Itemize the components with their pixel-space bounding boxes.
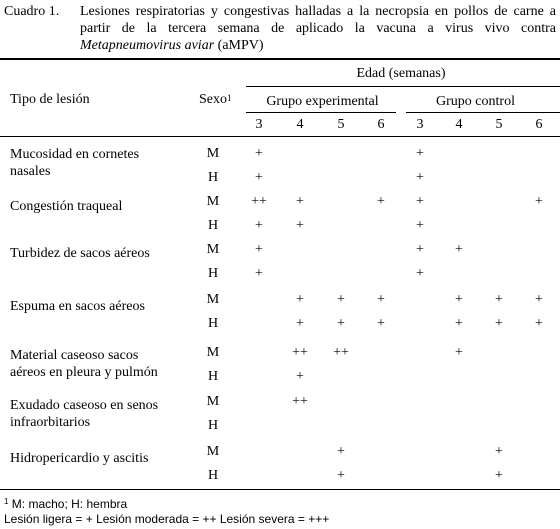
- caption-line-2: partir de la tercera semana de aplicado la vacuna a virus vivo contra: [80, 21, 556, 36]
- lesion-mark: +: [296, 218, 304, 233]
- footnote-severity: Lesión ligera = + Lesión moderada = ++ Lesión severa = +++: [4, 512, 330, 526]
- header-tipo-lesion: Tipo de lesión: [10, 92, 90, 107]
- lesion-mark: +: [495, 444, 503, 459]
- lesion-mark: +: [296, 369, 304, 384]
- sex-label-h: H: [207, 418, 219, 433]
- sex-label-m: M: [206, 444, 220, 459]
- lesion-mark: +: [255, 170, 263, 185]
- header-group-experimental: Grupo experimental: [266, 94, 379, 109]
- sex-label-m: M: [206, 146, 220, 161]
- caption-line-3: [80, 37, 556, 54]
- lesion-mark: +: [296, 194, 304, 209]
- lesion-mark: +: [296, 316, 304, 331]
- lesion-mark: +: [255, 242, 263, 257]
- lesion-mark: +: [255, 218, 263, 233]
- header-edad: Edad (semanas): [356, 66, 446, 81]
- lesion-mark: +: [377, 316, 385, 331]
- lesion-mark: +: [337, 468, 345, 483]
- lesion-mark: +: [255, 146, 263, 161]
- lesion-label-line: Mucosidad en cornetes: [10, 147, 140, 162]
- lesion-mark: +: [337, 444, 345, 459]
- footnote-sex: [4, 497, 127, 511]
- sex-label-m: M: [206, 394, 220, 409]
- caption-text: [80, 3, 556, 54]
- lesion-label: [10, 397, 158, 431]
- lesion-mark: +: [416, 170, 424, 185]
- lesion-label-line: Espuma en sacos aéreos: [10, 299, 145, 314]
- sex-label-m: M: [206, 242, 220, 257]
- lesion-mark: ++: [251, 194, 267, 209]
- lesion-mark: +: [455, 292, 463, 307]
- lesion-mark: +: [416, 218, 424, 233]
- lesion-mark: ++: [292, 394, 308, 409]
- lesion-label: [10, 146, 139, 180]
- sex-label-h: H: [207, 218, 219, 233]
- lesion-mark: +: [535, 194, 543, 209]
- lesion-label-line: aéreos en pleura y pulmón: [10, 365, 158, 380]
- lesion-mark: +: [416, 266, 424, 281]
- lesion-mark: +: [455, 242, 463, 257]
- sex-label-h: H: [207, 266, 219, 281]
- lesion-label-line: infraorbitarios: [10, 415, 91, 430]
- lesion-label-line: nasales: [10, 164, 51, 179]
- lesion-mark: +: [535, 292, 543, 307]
- sex-label-m: M: [206, 292, 220, 307]
- week-header: 6: [535, 117, 543, 132]
- lesion-mark: ++: [333, 345, 349, 360]
- caption-line-1: Lesiones respiratorias y congestivas halladas a la necropsia en pollos de carne a: [80, 4, 556, 19]
- lesion-label: [10, 450, 148, 467]
- header-sexo: [199, 92, 232, 108]
- lesion-mark: ++: [292, 345, 308, 360]
- lesion-mark: +: [416, 242, 424, 257]
- lesion-mark: +: [416, 194, 424, 209]
- caption-italic-virus: Metapneumovirus aviar: [80, 38, 215, 53]
- group-exp-underline: [246, 112, 396, 113]
- lesion-mark: +: [377, 194, 385, 209]
- sex-label-h: H: [207, 369, 219, 384]
- lesion-label-line: Hidropericardio y ascitis: [10, 451, 149, 466]
- sex-label-m: M: [206, 194, 220, 209]
- week-header: 4: [296, 117, 304, 132]
- lesion-mark: +: [455, 316, 463, 331]
- lesion-mark: +: [337, 292, 345, 307]
- header-sexo-text: Sexo: [199, 92, 227, 107]
- sex-label-h: H: [207, 468, 219, 483]
- lesion-mark: +: [377, 292, 385, 307]
- header-group-control: Grupo control: [436, 94, 515, 109]
- week-header: 3: [416, 117, 424, 132]
- lesion-label-line: Congestión traqueal: [10, 199, 123, 214]
- week-header: 6: [377, 117, 385, 132]
- footnote-sup: 1: [4, 497, 9, 506]
- header-sexo-sup: 1: [227, 93, 232, 103]
- header-bottom-rule: [0, 136, 560, 137]
- lesion-mark: +: [495, 468, 503, 483]
- lesion-mark: +: [495, 292, 503, 307]
- lesion-label: [10, 198, 122, 215]
- group-ctrl-underline: [406, 112, 560, 113]
- week-header: 5: [337, 117, 345, 132]
- lesion-mark: +: [337, 316, 345, 331]
- week-header: 3: [255, 117, 263, 132]
- lesion-label-line: Material caseoso sacos: [10, 348, 139, 363]
- lesion-label: [10, 298, 145, 315]
- lesion-label-line: Turbidez de sacos aéreos: [10, 246, 150, 261]
- lesion-mark: +: [535, 316, 543, 331]
- sex-label-h: H: [207, 316, 219, 331]
- lesion-label-line: Exudado caseoso en senos: [10, 398, 159, 413]
- lesion-mark: +: [255, 266, 263, 281]
- footnote-sex-text: M: macho; H: hembra: [8, 497, 128, 511]
- table-bottom-rule: [0, 489, 560, 490]
- lesion-mark: +: [495, 316, 503, 331]
- lesion-label: [10, 245, 150, 262]
- lesion-mark: +: [296, 292, 304, 307]
- table-top-rule: [0, 58, 560, 60]
- lesion-mark: +: [455, 345, 463, 360]
- caption-label: Cuadro 1.: [4, 4, 60, 19]
- week-header: 5: [495, 117, 503, 132]
- lesion-label: [10, 347, 158, 381]
- lesion-mark: +: [416, 146, 424, 161]
- sex-label-m: M: [206, 345, 220, 360]
- caption-line-3-rest: (aMPV): [214, 38, 264, 53]
- edad-underline: [246, 86, 560, 87]
- sex-label-h: H: [207, 170, 219, 185]
- week-header: 4: [455, 117, 463, 132]
